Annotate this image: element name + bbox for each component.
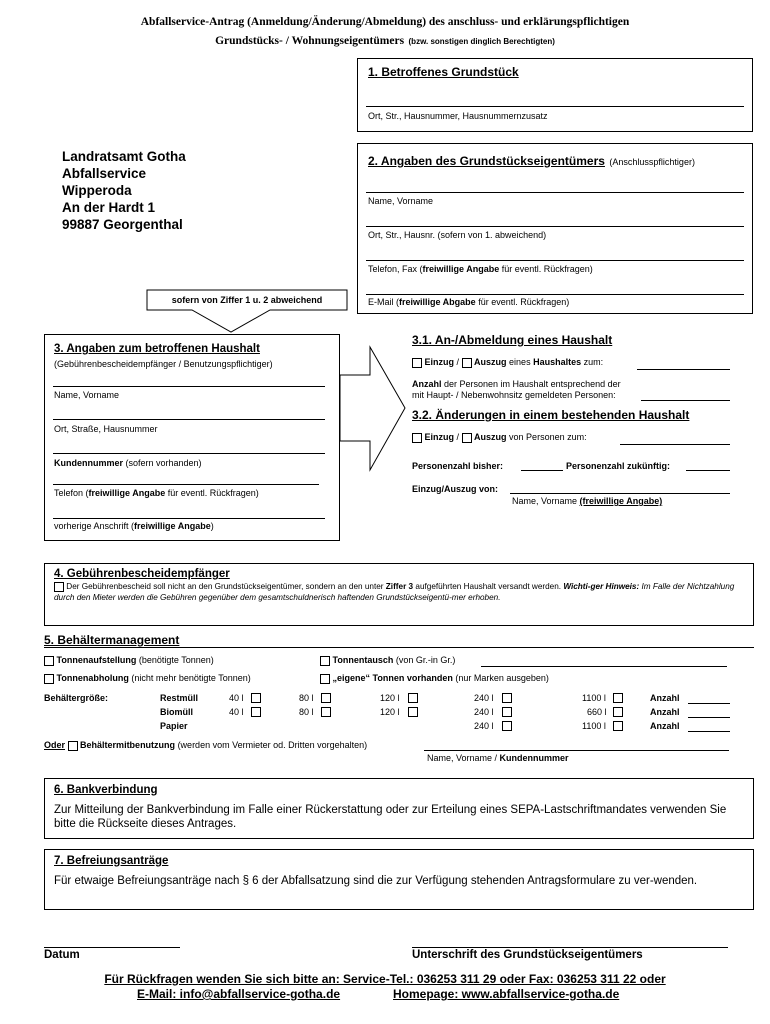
count-input[interactable] xyxy=(688,703,730,704)
change-einzug-checkbox[interactable] xyxy=(412,433,422,443)
einzug-label: Einzug xyxy=(424,357,455,367)
household-address-label: Ort, Straße, Hausnummer xyxy=(54,424,158,434)
row-papier-label: Papier xyxy=(160,721,188,731)
recipient-household-checkbox[interactable] xyxy=(54,582,64,592)
previous-address-input[interactable] xyxy=(53,518,325,519)
section-5-rule xyxy=(44,647,754,648)
owner-name-label: Name, Vorname xyxy=(368,196,434,206)
size-checkbox[interactable] xyxy=(502,707,512,717)
size-checkbox[interactable] xyxy=(251,707,261,717)
persons-count-input[interactable] xyxy=(641,400,730,401)
section-2-title: 2. Angaben des Grundstückseigentümers xyxy=(368,154,605,168)
address-line: 99887 Georgenthal xyxy=(62,217,183,232)
size-label: 660 l xyxy=(587,707,607,717)
owner-email-label: E-Mail (freiwillige Abgabe für eventl. Rückfragen) xyxy=(368,297,570,307)
owner-address-label: Ort, Str., Hausnr. (sofern von 1. abweichend) xyxy=(368,230,547,240)
auszug-label: Auszug xyxy=(474,357,507,367)
change-date-input[interactable] xyxy=(620,444,730,445)
household-name-label: Name, Vorname xyxy=(54,390,120,400)
section-2-subtitle: (Anschlusspflichtiger) xyxy=(609,157,695,167)
size-label: 240 l xyxy=(474,707,494,717)
size-checkbox[interactable] xyxy=(251,693,261,703)
persons-before-label: Personenzahl bisher: xyxy=(412,461,504,471)
tonnentausch-checkbox[interactable] xyxy=(320,656,330,666)
shared-container-hint: Name, Vorname / Kundennummer xyxy=(427,753,569,763)
form-title-line1: Abfallservice-Antrag (Anmeldung/Änderung/Abmeldung) des anschluss- und erklärungspflichtigen xyxy=(140,16,630,28)
change-auszug-checkbox[interactable] xyxy=(462,433,472,443)
right-arrow-shape xyxy=(340,347,405,470)
size-checkbox[interactable] xyxy=(502,693,512,703)
section-6-title: 6. Bankverbindung xyxy=(54,784,158,796)
form-title-main: Grundstücks- / Wohnungseigentümers xyxy=(215,35,405,47)
persons-after-label: Personenzahl zukünftig: xyxy=(566,461,671,471)
shared-container-row: Oder Behältermitbenutzung (werden vom Vermieter od. Dritten vorgehalten) xyxy=(44,740,368,750)
count-label: Anzahl xyxy=(650,707,680,717)
option-tonnentausch: Tonnentausch (von Gr.-in Gr.) xyxy=(320,655,455,666)
size-label: 40 l xyxy=(229,707,244,717)
row-biomuell-label: Biomüll xyxy=(160,707,193,717)
signature-input[interactable] xyxy=(412,947,728,948)
moving-persons-input[interactable] xyxy=(510,493,730,494)
shared-container-input[interactable] xyxy=(424,750,729,751)
oder-label: Oder xyxy=(44,740,66,750)
address-line: An der Hardt 1 xyxy=(62,200,156,215)
section-7-text: Für etwaige Befreiungsanträge nach § 6 der Abfallsatzung sind die zur Verfügung stehenden Antragsformulare zu ver-wenden. xyxy=(54,875,698,887)
section-4-text: Der Gebührenbescheid soll nicht an den Grundstückseigentümer, sondern an den unter Ziffer 3 aufgeführten Haushalt versandt werden. Wichti-ger Hinweis: Im Falle der Nichtzahlung durch den Mieter werden die Gebühren gegenüber dem gesamtschuldnerisch haftenden Grundstückseigentü-mer erhoben. xyxy=(54,582,735,602)
row-restmuell-label: Restmüll xyxy=(160,693,199,703)
registration-row: Einzug / Auszug eines Haushaltes zum: xyxy=(412,357,603,368)
count-label: Anzahl xyxy=(650,721,680,731)
size-label: 80 l xyxy=(299,707,314,717)
size-label: 240 l xyxy=(474,721,494,731)
moving-persons-label: Einzug/Auszug von: xyxy=(412,484,498,494)
eigene-tonnen-checkbox[interactable] xyxy=(320,674,330,684)
address-line: Wipperoda xyxy=(62,183,132,198)
size-label: 240 l xyxy=(474,693,494,703)
section-31-title: 3.1. An-/Abmeldung eines Haushalt xyxy=(412,333,613,347)
size-checkbox[interactable] xyxy=(613,707,623,717)
moving-persons-hint: Name, Vorname (freiwillige Angabe) xyxy=(512,496,663,506)
section-32-title: 3.2. Änderungen in einem bestehenden Haushalt xyxy=(412,408,690,422)
date-label: Datum xyxy=(44,949,80,961)
section-7-title: 7. Befreiungsanträge xyxy=(54,855,169,867)
option-tonnenaufstellung: Tonnenaufstellung (benötigte Tonnen) xyxy=(44,655,214,666)
option-tonnenabholung: Tonnenabholung (nicht mehr benötigte Tonnen) xyxy=(44,673,251,684)
customer-number-label: Kundennummer (sofern vorhanden) xyxy=(54,458,202,468)
size-checkbox[interactable] xyxy=(321,693,331,703)
size-label: 40 l xyxy=(229,693,244,703)
einzug-checkbox[interactable] xyxy=(412,358,422,368)
size-label: 120 l xyxy=(380,707,400,717)
customer-number-input[interactable] xyxy=(53,453,325,454)
count-input[interactable] xyxy=(688,731,730,732)
previous-address-label: vorherige Anschrift (freiwillige Angabe) xyxy=(54,521,214,531)
persons-after-input[interactable] xyxy=(686,470,730,471)
section-4-box xyxy=(44,563,754,626)
size-label: 120 l xyxy=(380,693,400,703)
tonnenaufstellung-checkbox[interactable] xyxy=(44,656,54,666)
option-eigene-tonnen: „eigene“ Tonnen vorhanden (nur Marken ausgeben) xyxy=(320,673,549,684)
signature-label: Unterschrift des Grundstückseigentümers xyxy=(412,949,643,961)
date-input[interactable] xyxy=(44,947,180,948)
persons-count-label-2: mit Haupt- / Nebenwohnsitz gemeldeten Personen: xyxy=(412,390,616,400)
address-line: Abfallservice xyxy=(62,166,147,181)
form-title-small: (bzw. sonstigen dinglich Berechtigten) xyxy=(408,37,555,46)
footer-email-link[interactable]: E-Mail: info@abfallservice-gotha.de xyxy=(137,987,341,1001)
count-input[interactable] xyxy=(688,717,730,718)
container-size-label: Behältergröße: xyxy=(44,693,109,703)
section-1-title: 1. Betroffenes Grundstück xyxy=(368,65,519,79)
arrow-label: sofern von Ziffer 1 u. 2 abweichend xyxy=(171,295,323,305)
household-phone-label: Telefon (freiwillige Angabe für eventl. Rückfragen) xyxy=(54,488,259,498)
address-line: Landratsamt Gotha xyxy=(62,149,186,164)
shared-container-checkbox[interactable] xyxy=(68,741,78,751)
section-4-title: 4. Gebührenbescheidempfänger xyxy=(54,568,230,580)
size-checkbox[interactable] xyxy=(613,693,623,703)
section-5-title: 5. Behältermanagement xyxy=(44,633,180,647)
size-checkbox[interactable] xyxy=(408,693,418,703)
property-address-label: Ort, Str., Hausnummer, Hausnummernzusatz xyxy=(368,111,548,121)
size-checkbox[interactable] xyxy=(613,721,623,731)
section-6-text: Zur Mitteilung der Bankverbindung im Falle einer Rückerstattung oder zur Erteilung eines SEPA-Lastschriftmandates verwenden Sie bitte die Rückseite dieses Antrages. xyxy=(54,804,727,830)
persons-before-input[interactable] xyxy=(521,470,563,471)
size-label: 1100 l xyxy=(582,693,606,703)
owner-phone-label: Telefon, Fax (freiwillige Angabe für eventl. Rückfragen) xyxy=(368,264,593,274)
change-row: Einzug / Auszug von Personen zum: xyxy=(412,432,587,443)
size-checkbox[interactable] xyxy=(321,707,331,717)
section-3-subtitle: (Gebührenbescheidempfänger / Benutzungspflichtiger) xyxy=(54,359,273,369)
section-7-box xyxy=(44,849,754,910)
size-checkbox[interactable] xyxy=(408,707,418,717)
size-label: 1100 l xyxy=(582,721,606,731)
auszug-checkbox[interactable] xyxy=(462,358,472,368)
section-3-box xyxy=(44,334,340,541)
count-label: Anzahl xyxy=(650,693,680,703)
tonnentausch-input[interactable] xyxy=(481,666,727,667)
registration-date-input[interactable] xyxy=(637,369,730,370)
section-6-box xyxy=(44,778,754,839)
size-checkbox[interactable] xyxy=(502,721,512,731)
tonnenabholung-checkbox[interactable] xyxy=(44,674,54,684)
footer-contact: Für Rückfragen wenden Sie sich bitte an: Service-Tel.: 036253 311 29 oder Fax: 036253 311 22 oder xyxy=(104,972,666,986)
section-3-title: 3. Angaben zum betroffenen Haushalt xyxy=(54,343,260,355)
persons-count-label: Anzahl der Personen im Haushalt entsprechend der xyxy=(412,379,621,389)
household-name-input[interactable] xyxy=(53,386,325,387)
size-label: 80 l xyxy=(299,693,314,703)
household-address-input[interactable] xyxy=(53,419,325,420)
footer-homepage-link[interactable]: Homepage: www.abfallservice-gotha.de xyxy=(393,987,620,1001)
household-phone-input[interactable] xyxy=(53,484,319,485)
